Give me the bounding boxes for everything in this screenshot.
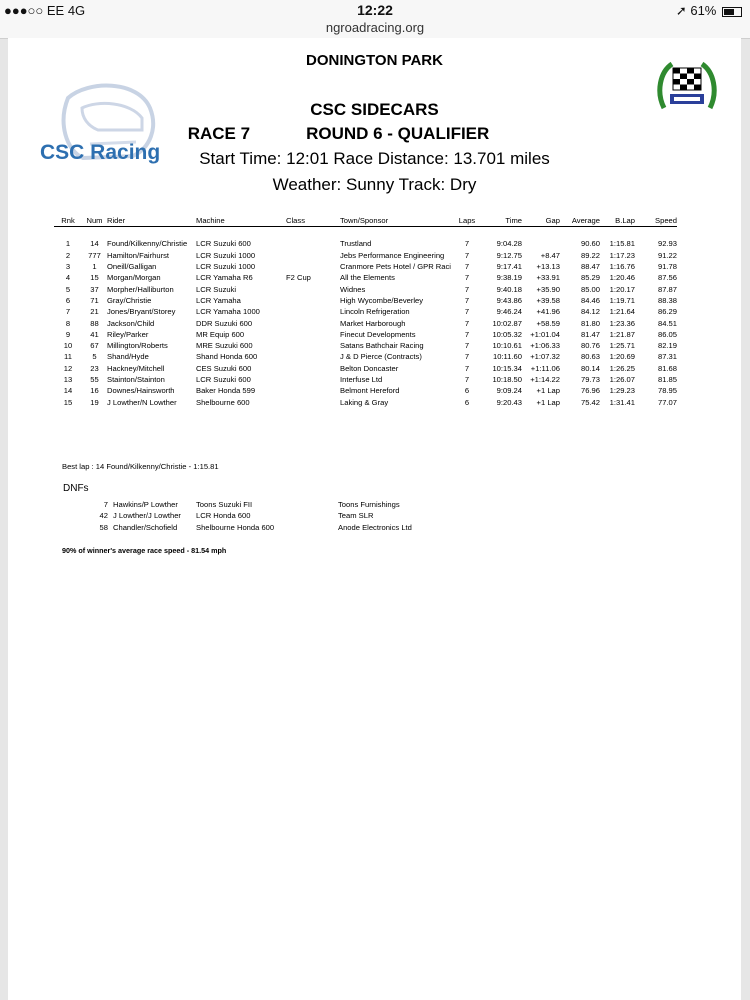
cell-laps: 7: [464, 239, 470, 249]
col-rnk: Rnk: [54, 214, 82, 227]
cell-num: 16: [90, 386, 99, 396]
cell-time: 9:04.28: [496, 239, 522, 249]
cell-time: 10:05.32: [492, 329, 522, 339]
cell-rnk: 14: [63, 386, 73, 396]
cell-num: 23: [90, 363, 99, 373]
col-machine: Machine: [196, 214, 286, 227]
cell-machine: LCR Suzuki 600: [196, 239, 251, 249]
cell-blap: 1:21.64: [609, 307, 635, 317]
cell-avg: 76.96: [580, 386, 600, 396]
cell-rnk: 7: [65, 307, 71, 317]
dnf-cell-machine: LCR Honda 600: [196, 511, 251, 521]
cell-blap: 1:23.36: [609, 318, 635, 328]
cell-rider: Riley/Parker: [107, 329, 149, 339]
cell-town: Belton Doncaster: [340, 363, 399, 373]
col-speed: Speed: [635, 214, 677, 227]
cell-num: 15: [90, 273, 99, 283]
cell-rnk: 10: [63, 341, 73, 351]
cell-class: [286, 250, 340, 261]
weather-track-line: Weather: Sunny Track: Dry: [272, 175, 477, 194]
cell-town: Market Harborough: [340, 318, 406, 328]
cell-blap: 1:29.23: [609, 386, 635, 396]
battery-percent: 61%: [690, 3, 717, 18]
cell-rnk: 5: [65, 284, 71, 294]
cell-speed: 87.87: [657, 284, 677, 294]
cell-blap: 1:15.81: [609, 239, 635, 249]
table-row: [54, 363, 677, 374]
cell-rnk: 12: [63, 363, 73, 373]
dnf-cell-num: 58: [99, 522, 108, 532]
cell-class: [286, 317, 340, 328]
cell-rider: Hackney/Mitchell: [107, 363, 165, 373]
cell-num: 1: [92, 262, 97, 272]
cell-gap: +39.58: [536, 295, 560, 305]
cell-class: [286, 295, 340, 306]
cell-num: 14: [90, 239, 99, 249]
dnf-row: [90, 499, 412, 510]
cell-num: 41: [90, 329, 99, 339]
cell-rider: J Lowther/N Lowther: [107, 397, 177, 407]
cell-rnk: 3: [65, 262, 71, 272]
cell-laps: 7: [464, 295, 470, 305]
col-town-sponsor: Town/Sponsor: [340, 214, 452, 227]
clock: 12:22: [357, 2, 393, 18]
table-row: [54, 238, 677, 249]
cell-speed: 87.31: [657, 352, 677, 362]
col-laps: Laps: [452, 214, 482, 227]
cell-time: 10:10.61: [492, 341, 522, 351]
cell-time: 9:09.24: [496, 386, 522, 396]
dnf-cell-num: 7: [103, 500, 108, 510]
dnf-cell-rider: Hawkins/P Lowther: [113, 500, 178, 510]
cell-town: J & D Pierce (Contracts): [340, 352, 422, 362]
cell-rnk: 1: [65, 239, 71, 249]
cell-machine: LCR Suzuki 1000: [196, 250, 256, 260]
dnf-row: [90, 510, 412, 521]
dnf-body: [90, 499, 412, 533]
col-gap: Gap: [522, 214, 560, 227]
dnf-cell-num: 42: [99, 511, 108, 521]
cell-laps: 7: [464, 273, 470, 283]
cell-avg: 79.73: [580, 375, 600, 384]
cell-avg: 81.47: [580, 329, 600, 339]
race-round-line: [8, 124, 741, 144]
cell-machine: Baker Honda 599: [196, 386, 256, 396]
cell-laps: 7: [464, 262, 470, 272]
cell-rider: Millington/Roberts: [107, 341, 168, 351]
table-row: [54, 283, 677, 294]
cell-class: [286, 306, 340, 317]
cell-gap: +1 Lap: [536, 386, 560, 396]
cell-speed: 77.07: [657, 397, 677, 407]
dnf-cell-town: Team SLR: [338, 511, 374, 521]
table-row: [54, 396, 677, 407]
cell-speed: 92.93: [657, 239, 677, 249]
cell-machine: LCR Yamaha: [196, 295, 241, 305]
cell-time: 9:46.24: [496, 307, 522, 317]
cell-gap: +33.91: [536, 273, 560, 283]
results-body: [54, 227, 677, 408]
cell-machine: DDR Suzuki 600: [196, 318, 253, 328]
cell-time: 9:38.19: [496, 273, 522, 283]
cell-avg: 89.22: [580, 250, 600, 260]
cell-num: 5: [92, 352, 97, 362]
status-bar: [0, 0, 750, 20]
dnf-cell-machine: Toons Suzuki FII: [196, 500, 253, 510]
cell-class: [286, 283, 340, 294]
cell-town: Widnes: [340, 284, 366, 294]
cell-time: 9:43.86: [496, 295, 522, 305]
cell-machine: LCR Suzuki 1000: [196, 262, 256, 272]
cell-blap: 1:20.17: [609, 284, 635, 294]
cell-town: High Wycombe/Beverley: [340, 295, 424, 305]
best-lap-note: Best lap : 14 Found/Kilkenny/Christie - 1:15.81: [62, 462, 219, 471]
cell-blap: 1:19.71: [609, 295, 635, 305]
cell-blap: 1:31.41: [609, 397, 635, 407]
cell-time: 10:02.87: [492, 318, 522, 328]
cell-speed: 86.05: [657, 329, 677, 339]
cell-rider: Jones/Bryant/Storey: [107, 307, 176, 317]
race-label: RACE 7: [187, 124, 251, 143]
cell-time: 10:15.34: [492, 363, 522, 373]
cell-town: Belmont Hereford: [340, 386, 400, 396]
dnf-cell-rider: J Lowther/J Lowther: [113, 511, 181, 521]
speed-footnote: 90% of winner's average race speed - 81.54 mph: [62, 546, 227, 555]
cell-blap: 1:17.23: [609, 250, 635, 260]
cell-time: 9:40.18: [496, 284, 522, 294]
cell-laps: 7: [464, 329, 470, 339]
cell-speed: 91.78: [657, 262, 677, 272]
cell-gap: +13.13: [536, 262, 560, 272]
cell-town: Interfuse Ltd: [340, 375, 383, 384]
cell-speed: 91.22: [657, 250, 677, 260]
cell-laps: 7: [464, 284, 470, 294]
cell-avg: 85.00: [580, 284, 600, 294]
cell-machine: LCR Suzuki 600: [196, 375, 251, 384]
cell-time: 10:11.60: [493, 352, 522, 362]
cell-num: 21: [90, 307, 99, 317]
cell-time: 10:18.50: [492, 375, 522, 384]
cell-rnk: 2: [65, 250, 71, 260]
cell-avg: 84.12: [580, 307, 600, 317]
col-rider: Rider: [107, 214, 196, 227]
cell-speed: 84.51: [657, 318, 677, 328]
table-row: [54, 317, 677, 328]
cell-rider: Jackson/Child: [107, 318, 155, 328]
dnf-row: [90, 522, 412, 533]
col-num: Num: [82, 214, 107, 227]
cell-gap: +35.90: [536, 284, 560, 294]
dnf-cell-town: Toons Furnishings: [338, 500, 400, 510]
status-right: [676, 3, 742, 19]
cell-rnk: 4: [65, 273, 71, 283]
cell-gap: +58.59: [536, 318, 560, 328]
cell-rnk: 11: [64, 352, 72, 362]
cell-laps: 7: [464, 307, 470, 317]
cell-gap: +1:07.32: [530, 352, 560, 362]
cell-machine: MR Equip 600: [196, 329, 245, 339]
cell-town: All the Elements: [340, 273, 395, 283]
cell-laps: 7: [464, 363, 470, 373]
cell-class: [286, 261, 340, 272]
cell-blap: 1:16.76: [609, 262, 635, 272]
cell-class: [286, 396, 340, 407]
cell-laps: 7: [464, 250, 470, 260]
carrier-signal: ●●●○○ EE 4G: [4, 3, 86, 18]
battery-fill: [724, 9, 734, 15]
results-header-row: [54, 214, 677, 227]
cell-town: Finecut Developments: [340, 329, 416, 339]
cell-num: 777: [88, 250, 101, 260]
table-row: [54, 250, 677, 261]
cell-gap: +8.47: [540, 250, 560, 260]
cell-gap: +1:06.33: [530, 341, 560, 351]
cell-gap: +41.96: [536, 307, 560, 317]
table-row: [54, 351, 677, 362]
cell-avg: 80.63: [580, 352, 600, 362]
cell-rnk: 15: [63, 397, 73, 407]
venue-title: DONINGTON PARK: [306, 52, 443, 69]
dnf-cell-machine: Shelbourne Honda 600: [196, 522, 275, 532]
cell-speed: 78.95: [657, 386, 677, 396]
cell-avg: 81.80: [580, 318, 600, 328]
table-row: [54, 340, 677, 351]
cell-speed: 82.19: [657, 341, 677, 351]
cell-avg: 75.42: [580, 397, 600, 407]
cell-avg: 84.46: [580, 295, 600, 305]
cell-avg: 85.29: [580, 273, 600, 283]
cell-class: [286, 385, 340, 396]
cell-num: 19: [90, 397, 99, 407]
cell-blap: 1:20.69: [609, 352, 635, 362]
table-row: [54, 272, 677, 283]
cell-gap: +1:11.06: [530, 363, 560, 373]
cell-rider: Oneill/Galligan: [107, 262, 157, 272]
cell-rider: Stainton/Stainton: [107, 375, 165, 384]
location-arrow-icon: ➚: [675, 3, 687, 18]
cell-blap: 1:25.71: [609, 341, 635, 351]
cell-num: 88: [90, 318, 99, 328]
battery-icon: [722, 7, 742, 17]
cell-time: 9:20.43: [496, 397, 522, 407]
cell-town: Satans Bathchair Racing: [340, 341, 424, 351]
cell-machine: LCR Yamaha R6: [196, 273, 253, 283]
col-best-lap: B.Lap: [600, 214, 635, 227]
results-table: [54, 214, 677, 408]
cell-rider: Gray/Christie: [107, 295, 152, 305]
cell-class: [286, 329, 340, 340]
cell-gap: +1 Lap: [536, 397, 560, 407]
cell-machine: LCR Yamaha 1000: [196, 307, 260, 317]
results-document: [8, 38, 741, 1000]
dnf-heading: DNFs: [63, 483, 89, 494]
cell-blap: 1:26.07: [609, 375, 635, 384]
start-distance-line: Start Time: 12:01 Race Distance: 13.701 miles: [199, 149, 550, 168]
table-row: [54, 329, 677, 340]
cell-rider: Shand/Hyde: [107, 352, 149, 362]
cell-machine: Shelbourne 600: [196, 397, 250, 407]
cell-blap: 1:21.87: [609, 329, 635, 339]
event-title: CSC SIDECARS: [310, 100, 439, 119]
cell-time: 9:12.75: [496, 250, 522, 260]
cell-laps: 7: [464, 375, 470, 384]
spacer-row: [54, 227, 677, 239]
logo-text: CSC Racing: [40, 141, 161, 164]
cell-speed: 88.38: [657, 295, 677, 305]
cell-class: [286, 351, 340, 362]
cell-town: Trustland: [340, 239, 372, 249]
table-row: [54, 295, 677, 306]
cell-speed: 87.56: [657, 273, 677, 283]
cell-town: Laking & Gray: [340, 397, 389, 407]
table-row: [54, 374, 677, 385]
cell-machine: MRE Suzuki 600: [196, 341, 253, 351]
round-label: ROUND 6 - QUALIFIER: [306, 124, 490, 143]
cell-gap: +1:14.22: [530, 375, 560, 384]
cell-avg: 90.60: [580, 239, 600, 249]
cell-num: 55: [90, 375, 99, 384]
cell-laps: 7: [464, 352, 470, 362]
cell-class: [286, 363, 340, 374]
cell-num: 37: [90, 284, 99, 294]
cell-class: [286, 374, 340, 385]
cell-time: 9:17.41: [496, 262, 522, 272]
cell-speed: 86.29: [657, 307, 677, 317]
cell-laps: 6: [464, 397, 470, 407]
cell-rider: Hamilton/Fairhurst: [107, 250, 170, 260]
cell-rnk: 8: [65, 318, 71, 328]
table-row: [54, 385, 677, 396]
cell-rider: Downes/Hainsworth: [107, 386, 175, 396]
table-row: [54, 261, 677, 272]
cell-class: [286, 238, 340, 249]
cell-town: Cranmore Pets Hotel / GPR Raci: [340, 262, 451, 272]
cell-machine: Shand Honda 600: [196, 352, 258, 362]
cell-rnk: 13: [63, 375, 73, 384]
cell-laps: 7: [464, 318, 470, 328]
dnf-table: [90, 499, 412, 533]
cell-laps: 6: [464, 386, 470, 396]
cell-blap: 1:26.25: [609, 363, 635, 373]
dnf-cell-town: Anode Electronics Ltd: [338, 522, 412, 532]
cell-avg: 88.47: [580, 262, 600, 272]
cell-rider: Morgan/Morgan: [107, 273, 161, 283]
cell-avg: 80.76: [580, 341, 600, 351]
cell-rider: Morpher/Halliburton: [107, 284, 174, 294]
table-row: [54, 306, 677, 317]
cell-speed: 81.68: [657, 363, 677, 373]
cell-machine: LCR Suzuki: [196, 284, 237, 294]
cell-num: 67: [90, 341, 99, 351]
cell-town: Lincoln Refrigeration: [340, 307, 410, 317]
cell-machine: CES Suzuki 600: [196, 363, 252, 373]
cell-town: Jebs Performance Engineering: [340, 250, 445, 260]
cell-blap: 1:20.46: [609, 273, 635, 283]
cell-class: [286, 340, 340, 351]
cell-avg: 80.14: [580, 363, 600, 373]
cell-gap: +1:01.04: [530, 329, 560, 339]
cell-laps: 7: [464, 341, 470, 351]
cell-rider: Found/Kilkenny/Christie: [107, 239, 188, 249]
col-class: Class: [286, 214, 340, 227]
cell-class: F2 Cup: [286, 273, 311, 283]
cell-rnk: 6: [65, 295, 71, 305]
cell-speed: 81.85: [657, 375, 677, 384]
col-time: Time: [482, 214, 522, 227]
cell-num: 71: [90, 295, 99, 305]
cell-gap: [522, 238, 560, 249]
cell-rnk: 9: [65, 329, 71, 339]
col-average: Average: [560, 214, 600, 227]
address-bar[interactable]: ngroadracing.org: [0, 20, 750, 39]
dnf-cell-rider: Chandler/Schofield: [113, 522, 178, 532]
